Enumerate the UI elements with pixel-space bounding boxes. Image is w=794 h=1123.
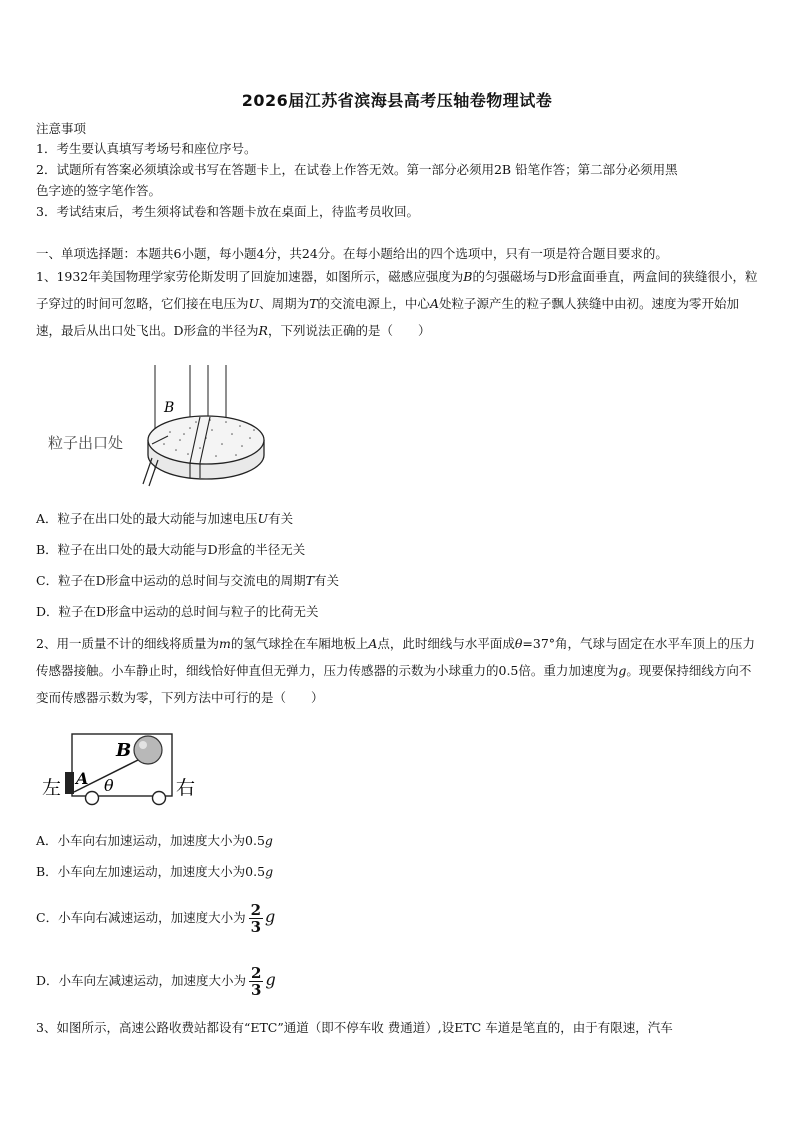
car-balloon-figure bbox=[38, 728, 208, 810]
notice-item: 3．考试结束后，考生须将试卷和答题卡放在桌面上，待监考员收回。 bbox=[36, 204, 419, 219]
q2-option-d: D．小车向左减速运动，加速度大小为 $\frac{2}{3}$ g bbox=[36, 964, 276, 999]
notice-item: 1．考生要认真填写考场号和座位序号。 bbox=[36, 141, 257, 156]
notice-heading: 注意事项 bbox=[36, 121, 87, 136]
question-1-stem: 1、1932年美国物理学家劳伦斯发明了回旋加速器，如图所示，磁感应强度为B的匀强磁场与D形盒面垂直，两盒间的狭缝很小，粒子穿过的时间可忽略，它们接在电压为U、周期为T的交流电源上，中心A处粒子源产生的粒子飘人狭缝中由初。速度为零开始加速，最后从出口处飞出。D形盒的半径为R，下列说法正确的是（ ） bbox=[36, 269, 758, 338]
q2-option-b: B．小车向左加速运动，加速度大小为0.5g bbox=[36, 864, 274, 879]
section-heading: 一、单项选择题：本题共6小题，每小题4分，共24分。在每小题给出的四个选项中，只有一项是符合题目要求的。 bbox=[36, 246, 668, 261]
fraction: $\frac{2}{3}$ bbox=[251, 964, 262, 999]
q1-option-b: B．粒子在出口处的最大动能与D形盒的半径无关 bbox=[36, 542, 306, 557]
q2-option-a: A．小车向右加速运动，加速度大小为0.5g bbox=[36, 833, 273, 848]
cyclotron-figure bbox=[40, 360, 270, 495]
left-label: 左 bbox=[42, 777, 62, 799]
question-3-stem: 3、如图所示，高速公路收费站都设有“ETC”通道（即不停车收 费通道）,设ETC 车道是笔直的，由于有限速，汽车 bbox=[36, 1020, 673, 1035]
notice-item: 色字迹的签字笔作答。 bbox=[36, 183, 162, 198]
question-2-stem: 2、用一质量不计的细线将质量为m的氢气球拴在车厢地板上A点，此时细线与水平面成θ=37°角，气球与固定在水平车顶上的压力传感器接触。小车静止时，细线恰好伸直但无弹力，压力传感器的示数为小球重力的0.5倍。重力加速度为g。现要保持细线方向不变而传感器示数为零，下列方法中可行的是（ ） bbox=[36, 636, 756, 705]
q1-option-a: A．粒子在出口处的最大动能与加速电压U有关 bbox=[36, 511, 294, 526]
point-a-label: A bbox=[76, 769, 89, 788]
q1-option-c: C．粒子在D形盒中运动的总时间与交流电的周期T有关 bbox=[36, 573, 339, 588]
q2-option-c: C．小车向右减速运动，加速度大小为 $\frac{2}{3}$ g bbox=[36, 901, 276, 936]
point-b-label: B bbox=[116, 740, 132, 761]
page-title: 2026届江苏省滨海县高考压轴卷物理试卷 bbox=[241, 91, 553, 110]
notice-item: 2．试题所有答案必须填涂或书写在答题卡上，在试卷上作答无效。第一部分必须用2B 铅笔作答；第二部分必须用黑 bbox=[36, 162, 678, 177]
q1-option-d: D．粒子在D形盒中运动的总时间与粒子的比荷无关 bbox=[36, 604, 319, 619]
exit-label: 粒子出口处 bbox=[48, 434, 124, 452]
fraction: $\frac{2}{3}$ bbox=[250, 901, 262, 936]
theta-label: θ bbox=[104, 776, 114, 795]
field-label-b: B bbox=[164, 400, 175, 416]
right-label: 右 bbox=[176, 777, 196, 799]
